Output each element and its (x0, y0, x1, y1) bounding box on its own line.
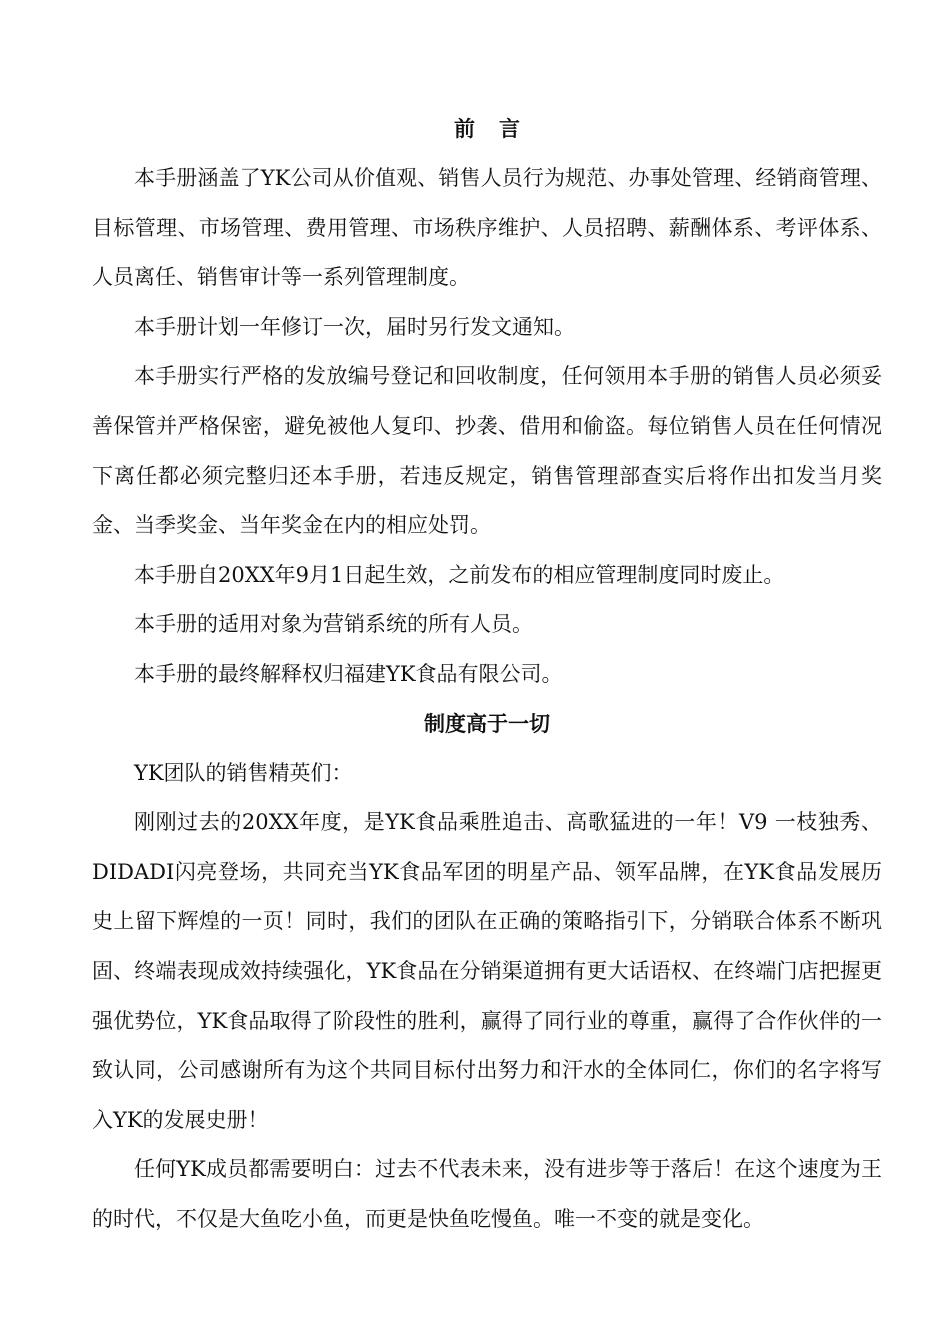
preface-title: 前言 (454, 117, 544, 141)
rules-section-title: 制度高于一切 (424, 711, 550, 736)
rules-paragraph: 刚刚过去的20XX年度，是YK食品乘胜追击、高歌猛进的一年！V9 一枝独秀、DIDADI闪亮登场，共同充当YK食品军团的明星产品、领军品牌，在YK食品发展历史上留下辉煌的一页！同时，我们的团队在正确的策略指引下，分销联合体系不断巩固、终端表现成效持续强化，YK食品在分销渠道拥有更大话语权、在终端门店把握更强优势位，YK食品取得了阶段性的胜利，赢得了同行业的尊重，赢得了合作伙伴的一致认同，公司感谢所有为这个共同目标付出努力和汗水的全体同仁，你们的名字将写入YK的发展史册！ (92, 810, 882, 1132)
document-body (92, 105, 882, 1244)
preface-paragraph: 本手册的适用对象为营销系统的所有人员。 (134, 612, 533, 637)
salutation: YK团队的销售精英们： (134, 760, 353, 785)
preface-paragraph: 本手册实行严格的发放编号登记和回收制度，任何领用本手册的销售人员必须妥善保管并严格保密，避免被他人复印、抄袭、借用和偷盗。每位销售人员在任何情况下离任都必须完整归还本手册，若违反规定，销售管理部查实后将作出扣发当月奖金、当季奖金、当年奖金在内的相应处罚。 (92, 364, 882, 538)
preface-paragraph: 本手册涵盖了YK公司从价值观、销售人员行为规范、办事处管理、经销商管理、目标管理、市场管理、费用管理、市场秩序维护、人员招聘、薪酬体系、考评体系、人员离任、销售审计等一系列管理制度。 (92, 166, 882, 290)
preface-paragraph: 本手册计划一年修订一次，届时另行发文通知。 (134, 314, 575, 339)
preface-paragraph: 本手册自20XX年9月1日起生效，之前发布的相应管理制度同时废止。 (134, 562, 785, 587)
preface-paragraph: 本手册的最终解释权归福建YK食品有限公司。 (134, 661, 563, 686)
rules-paragraph: 任何YK成员都需要明白：过去不代表未来，没有进步等于落后！在这个速度为王的时代，不仅是大鱼吃小鱼，而更是快鱼吃慢鱼。唯一不变的就是变化。 (92, 1157, 882, 1231)
